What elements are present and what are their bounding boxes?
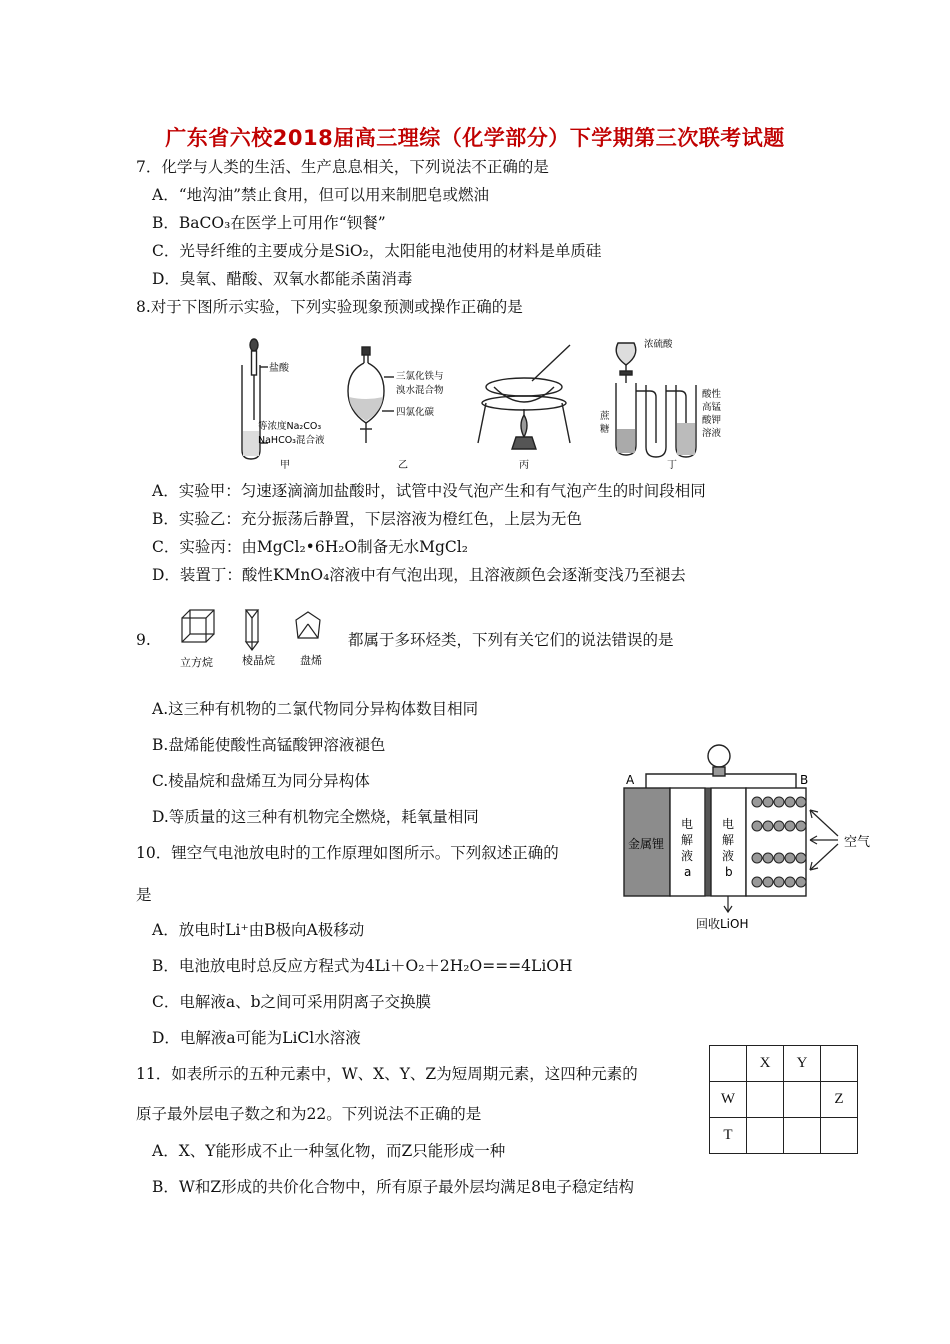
ding-kmno4-label-2: 高锰: [702, 402, 722, 413]
electrolyte-a-label-2: 解: [681, 833, 694, 847]
ding-kmno4-label-1: 酸性: [702, 389, 722, 400]
ding-sugar-label-2: 糖: [600, 424, 610, 435]
apparatus-ding: [616, 343, 696, 457]
q10-stem-2: 是: [136, 886, 152, 904]
yi-label: 乙: [398, 460, 408, 471]
q7-option-b: B．BaCO₃在医学上可用作“钡餐”: [152, 214, 386, 232]
apparatus-bing: [478, 345, 570, 449]
air-label: 空气: [844, 835, 871, 850]
apparatus-yi: [348, 347, 394, 443]
jia-label: 甲: [280, 460, 290, 471]
electrolyte-a-label-4: a: [684, 865, 692, 879]
q10-option-c: C．电解液a、b之间可采用阴离子交换膜: [152, 993, 432, 1011]
q7-stem: 7．化学与人类的生活、生产息息相关，下列说法不正确的是: [136, 158, 549, 176]
electrolyte-b-label-1: 电: [722, 817, 735, 831]
electrolyte-b-label-4: b: [725, 865, 733, 879]
q9-option-c: C.棱晶烷和盘烯互为同分异构体: [152, 772, 370, 790]
q11-element-table: [709, 1045, 858, 1154]
q9-stem: 都属于多环烃类，下列有关它们的说法错误的是: [348, 631, 674, 649]
q9-molecules-figure: [172, 606, 342, 670]
q11-stem-2: 原子最外层电子数之和为22。下列说法不正确的是: [136, 1105, 482, 1123]
table-cell: [710, 1046, 747, 1082]
q11-stem-1: 11．如表所示的五种元素中，W、X、Y、Z为短周期元素，这四种元素的: [136, 1065, 638, 1083]
benzvalene-icon: [296, 612, 320, 638]
q10-option-b: B．电池放电时总反应方程式为4Li＋O₂＋2H₂O===4LiOH: [152, 957, 573, 975]
electrode-b-label: B: [800, 773, 809, 787]
table-cell: [747, 1118, 784, 1154]
table-row: [710, 1118, 858, 1154]
page-title: 广东省六校2018届高三理综（化学部分）下学期第三次联考试题: [165, 126, 785, 150]
q8-option-d: D．装置丁：酸性KMnO₄溶液中有气泡出现，且溶液颜色会逐渐变浅乃至褪去: [152, 566, 686, 584]
electrolyte-b-label-2: 解: [722, 833, 735, 847]
cubane-label: 立方烷: [180, 656, 213, 669]
q8-experiment-figure: [232, 325, 752, 475]
q10-battery-figure: [620, 740, 890, 936]
lithium-metal-label: 金属锂: [628, 837, 665, 851]
bulb-icon: [708, 745, 730, 767]
table-cell: [784, 1082, 821, 1118]
table-cell: W: [710, 1082, 747, 1118]
prismane-icon: [246, 610, 258, 650]
q11-option-a: A．X、Y能形成不止一种氢化物，而Z只能形成一种: [152, 1142, 506, 1160]
q7-option-d: D．臭氧、醋酸、双氧水都能杀菌消毒: [152, 270, 413, 288]
q10-stem-1: 10．锂空气电池放电时的工作原理如图所示。下列叙述正确的: [136, 844, 559, 862]
ding-acid-label: 浓硫酸: [644, 339, 673, 350]
table-cell: [821, 1046, 858, 1082]
table-row: [710, 1046, 858, 1082]
yi-top-label-2: 溴水混合物: [396, 385, 444, 396]
jia-solution-label-1: 等浓度Na₂CO₃: [258, 421, 322, 432]
bing-label: 丙: [519, 460, 529, 471]
electrolyte-a-label-3: 液: [681, 849, 694, 863]
q8-option-b: B．实验乙：充分振荡后静置，下层溶液为橙红色，上层为无色: [152, 510, 582, 528]
prismane-label: 棱晶烷: [242, 654, 275, 667]
table-cell: X: [747, 1046, 784, 1082]
electrode-a-label: A: [626, 773, 635, 787]
yi-top-label-1: 三氯化铁与: [396, 371, 444, 382]
q9-option-b: B.盘烯能使酸性高锰酸钾溶液褪色: [152, 736, 386, 754]
q8-option-c: C．实验丙：由MgCl₂•6H₂O制备无水MgCl₂: [152, 538, 468, 556]
separator: [705, 788, 711, 896]
ding-kmno4-label-4: 溶液: [702, 428, 722, 439]
ding-kmno4-label-3: 酸钾: [702, 415, 722, 426]
table-cell: T: [710, 1118, 747, 1154]
cubane-icon: [182, 610, 214, 642]
table-row: [710, 1082, 858, 1118]
q7-option-c: C．光导纤维的主要成分是SiO₂，太阳能电池使用的材料是单质硅: [152, 242, 602, 260]
recover-lioh-label: 回收LiOH: [696, 917, 749, 931]
table-cell: Y: [784, 1046, 821, 1082]
table-cell: Z: [821, 1082, 858, 1118]
benzvalene-label: 盘烯: [300, 654, 322, 667]
q9-option-a: A.这三种有机物的二氯代物同分异构体数目相同: [152, 700, 479, 718]
jia-solution-label-2: NaHCO₃混合液: [258, 435, 325, 446]
q8-stem: 8.对于下图所示实验，下列实验现象预测或操作正确的是: [136, 298, 523, 316]
q10-option-a: A．放电时Li⁺由B极向A极移动: [152, 921, 365, 939]
battery-circuit: [646, 745, 796, 788]
electrolyte-b-label-3: 液: [722, 849, 735, 863]
electrolyte-a-label-1: 电: [681, 817, 694, 831]
jia-acid-label: 盐酸: [269, 363, 289, 374]
table-cell: [784, 1118, 821, 1154]
q7-option-a: A．“地沟油”禁止食用，但可以用来制肥皂或燃油: [152, 186, 490, 204]
ding-label: 丁: [667, 460, 677, 471]
q11-option-b: B．W和Z形成的共价化合物中，所有原子最外层均满足8电子稳定结构: [152, 1178, 634, 1196]
yi-bottom-label: 四氯化碳: [396, 407, 435, 418]
ding-sugar-label-1: 蔗: [600, 411, 610, 422]
q8-option-a: A．实验甲：匀速逐滴滴加盐酸时，试管中没气泡产生和有气泡产生的时间段相同: [152, 482, 706, 500]
table-cell: [747, 1082, 784, 1118]
q10-option-d: D．电解液a可能为LiCl水溶液: [152, 1029, 361, 1047]
q9-option-d: D.等质量的这三种有机物完全燃烧，耗氧量相同: [152, 808, 479, 826]
table-cell: [821, 1118, 858, 1154]
q9-number: 9.: [136, 631, 151, 649]
